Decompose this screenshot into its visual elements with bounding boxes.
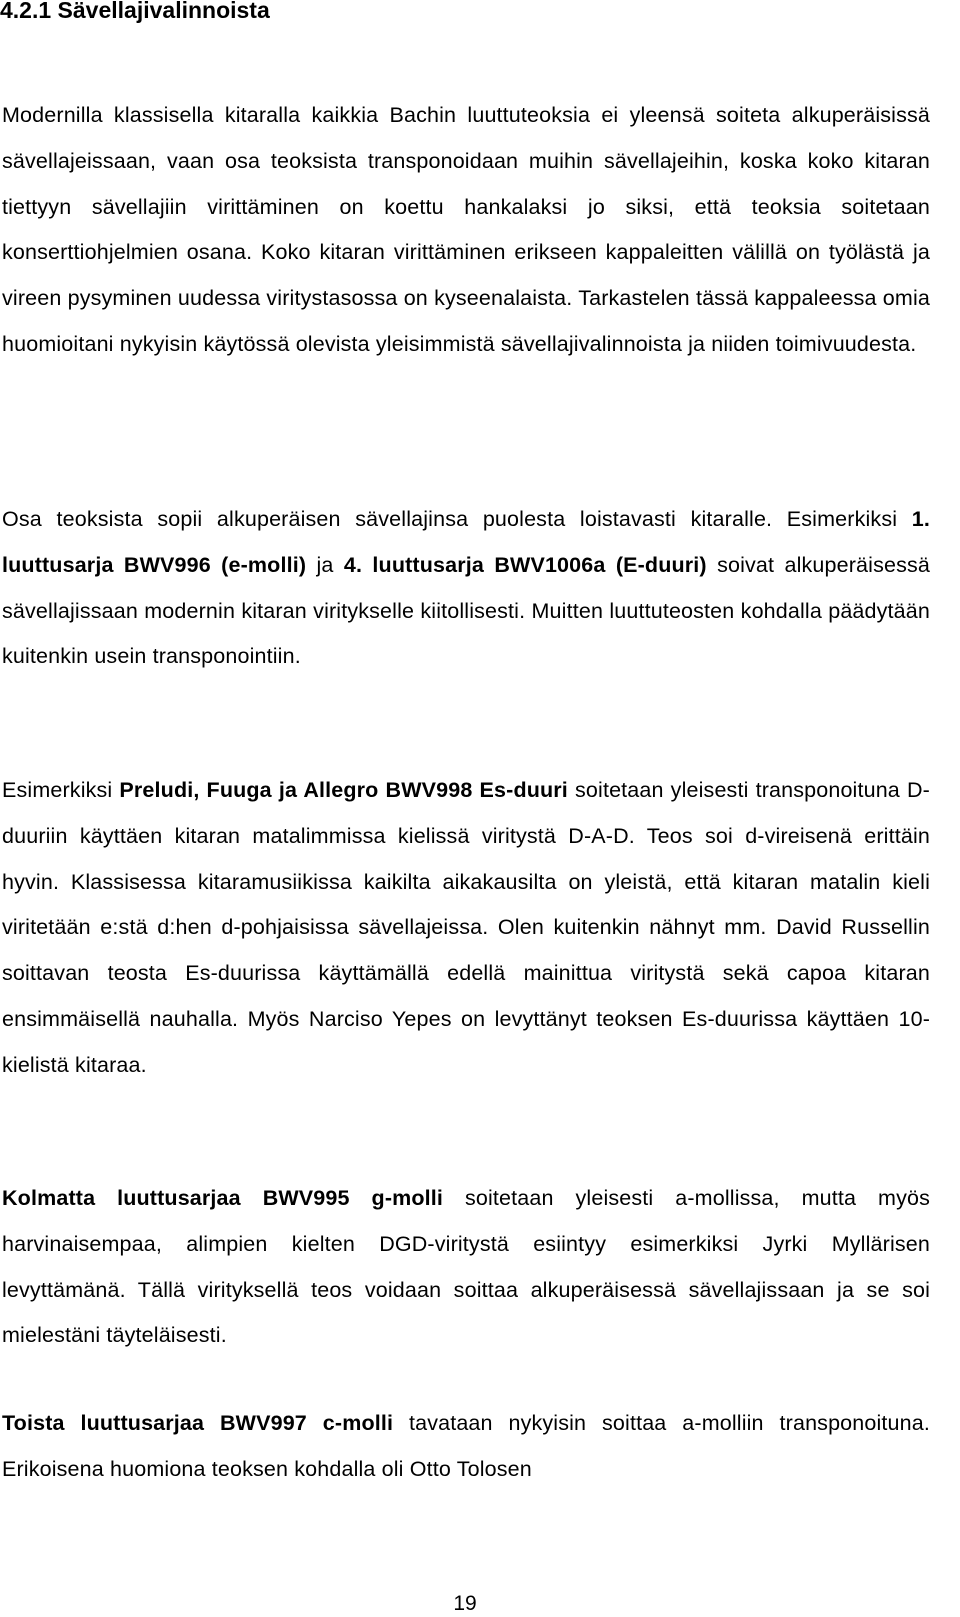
work-title-bwv1006a: 4. luuttusarja BWV1006a (E-duuri) [343, 552, 707, 577]
paragraph-text: soivat alkuperäisessä sävellajissaan modernin kitaran viritykselle kiitollisesti. Muitten luuttuteosten kohdalla päädytään kuitenkin usein transponointiin. [2, 552, 930, 669]
paragraph-bwv998 [2, 768, 930, 1089]
paragraph-text: Esimerkiksi [2, 778, 120, 802]
paragraph-text: ja [306, 552, 344, 577]
section-heading [0, 0, 270, 26]
page-number: 19 [453, 1592, 477, 1615]
paragraph-text: soitetaan yleisesti a-mollissa, mutta myös harvinaisempaa, alimpien kielten DGD-viritystä esiintyy esimerkiksi Jyrki Myllärisen levyttämänä. Tällä virityksellä teos voidaan soittaa alkuperäisessä sävellajissaan ja se soi mielestäni täyteläisesti. [2, 1186, 930, 1348]
paragraph-original-keys [2, 497, 930, 680]
paragraph-text: Modernilla klassisella kitaralla kaikkia Bachin luuttuteoksia ei yleensä soiteta alkuperäisissä sävellajeissaan, vaan osa teoksista transponoidaan muihin sävellajeihin, koska koko kitaran tiettyyn sävellajiin virittäminen on koettu hankalaksi jo siksi, että teoksia soitetaan konserttiohjelmien osana. Koko kitaran virittäminen erikseen kappaleitten välillä on työlästä ja vireen pysyminen uudessa viritystasossa on kyseenalaista. Tarkastelen tässä kappaleessa omia huomioitani nykyisin käytössä olevista yleisimmistä sävellajivalinnoista ja niiden toimivuudesta. [2, 103, 930, 356]
paragraph-bwv995 [2, 1176, 930, 1359]
paragraph-bwv997 [2, 1401, 930, 1493]
paragraph-text: Osa teoksista sopii alkuperäisen sävellajinsa puolesta loistavasti kitaralle. Esimerkiksi [2, 507, 912, 531]
work-title-bwv998: Preludi, Fuuga ja Allegro BWV998 Es-duuri [119, 778, 568, 802]
section-number: 4.2.1 [0, 0, 52, 23]
work-title-bwv996: 1. luuttusarja BWV996 (e-molli) [2, 507, 930, 577]
work-title-bwv997: Toista luuttusarjaa BWV997 c-molli [2, 1411, 394, 1435]
paragraph-text: tavataan nykyisin soittaa a-molliin transponoituna. Erikoisena huomiona teoksen kohdalla oli Otto Tolosen [2, 1411, 930, 1481]
paragraph-text: soitetaan yleisesti transponoituna D-duuriin käyttäen kitaran matalimmissa kielissä viritystä D-A-D. Teos soi d-vireisenä erittäin hyvin. Klassisessa kitaramusiikissa kaikilta aikakausilta on yleistä, että kitaran matalin kieli viritetään e:stä d:hen d-pohjaisissa sävellajeissa. Olen kuitenkin nähnyt mm. David Russellin soittavan teosta Es-duurissa käyttämällä edellä mainittua viritystä sekä capoa kitaran ensimmäisellä nauhalla. Myös Narciso Yepes on levyttänyt teoksen Es-duurissa käyttäen 10-kielistä kitaraa. [2, 778, 930, 1077]
section-title: Sävellajivalinnoista [57, 0, 270, 23]
work-title-bwv995: Kolmatta luuttusarjaa BWV995 g-molli [2, 1186, 444, 1210]
paragraph-transposition-intro [2, 93, 930, 368]
